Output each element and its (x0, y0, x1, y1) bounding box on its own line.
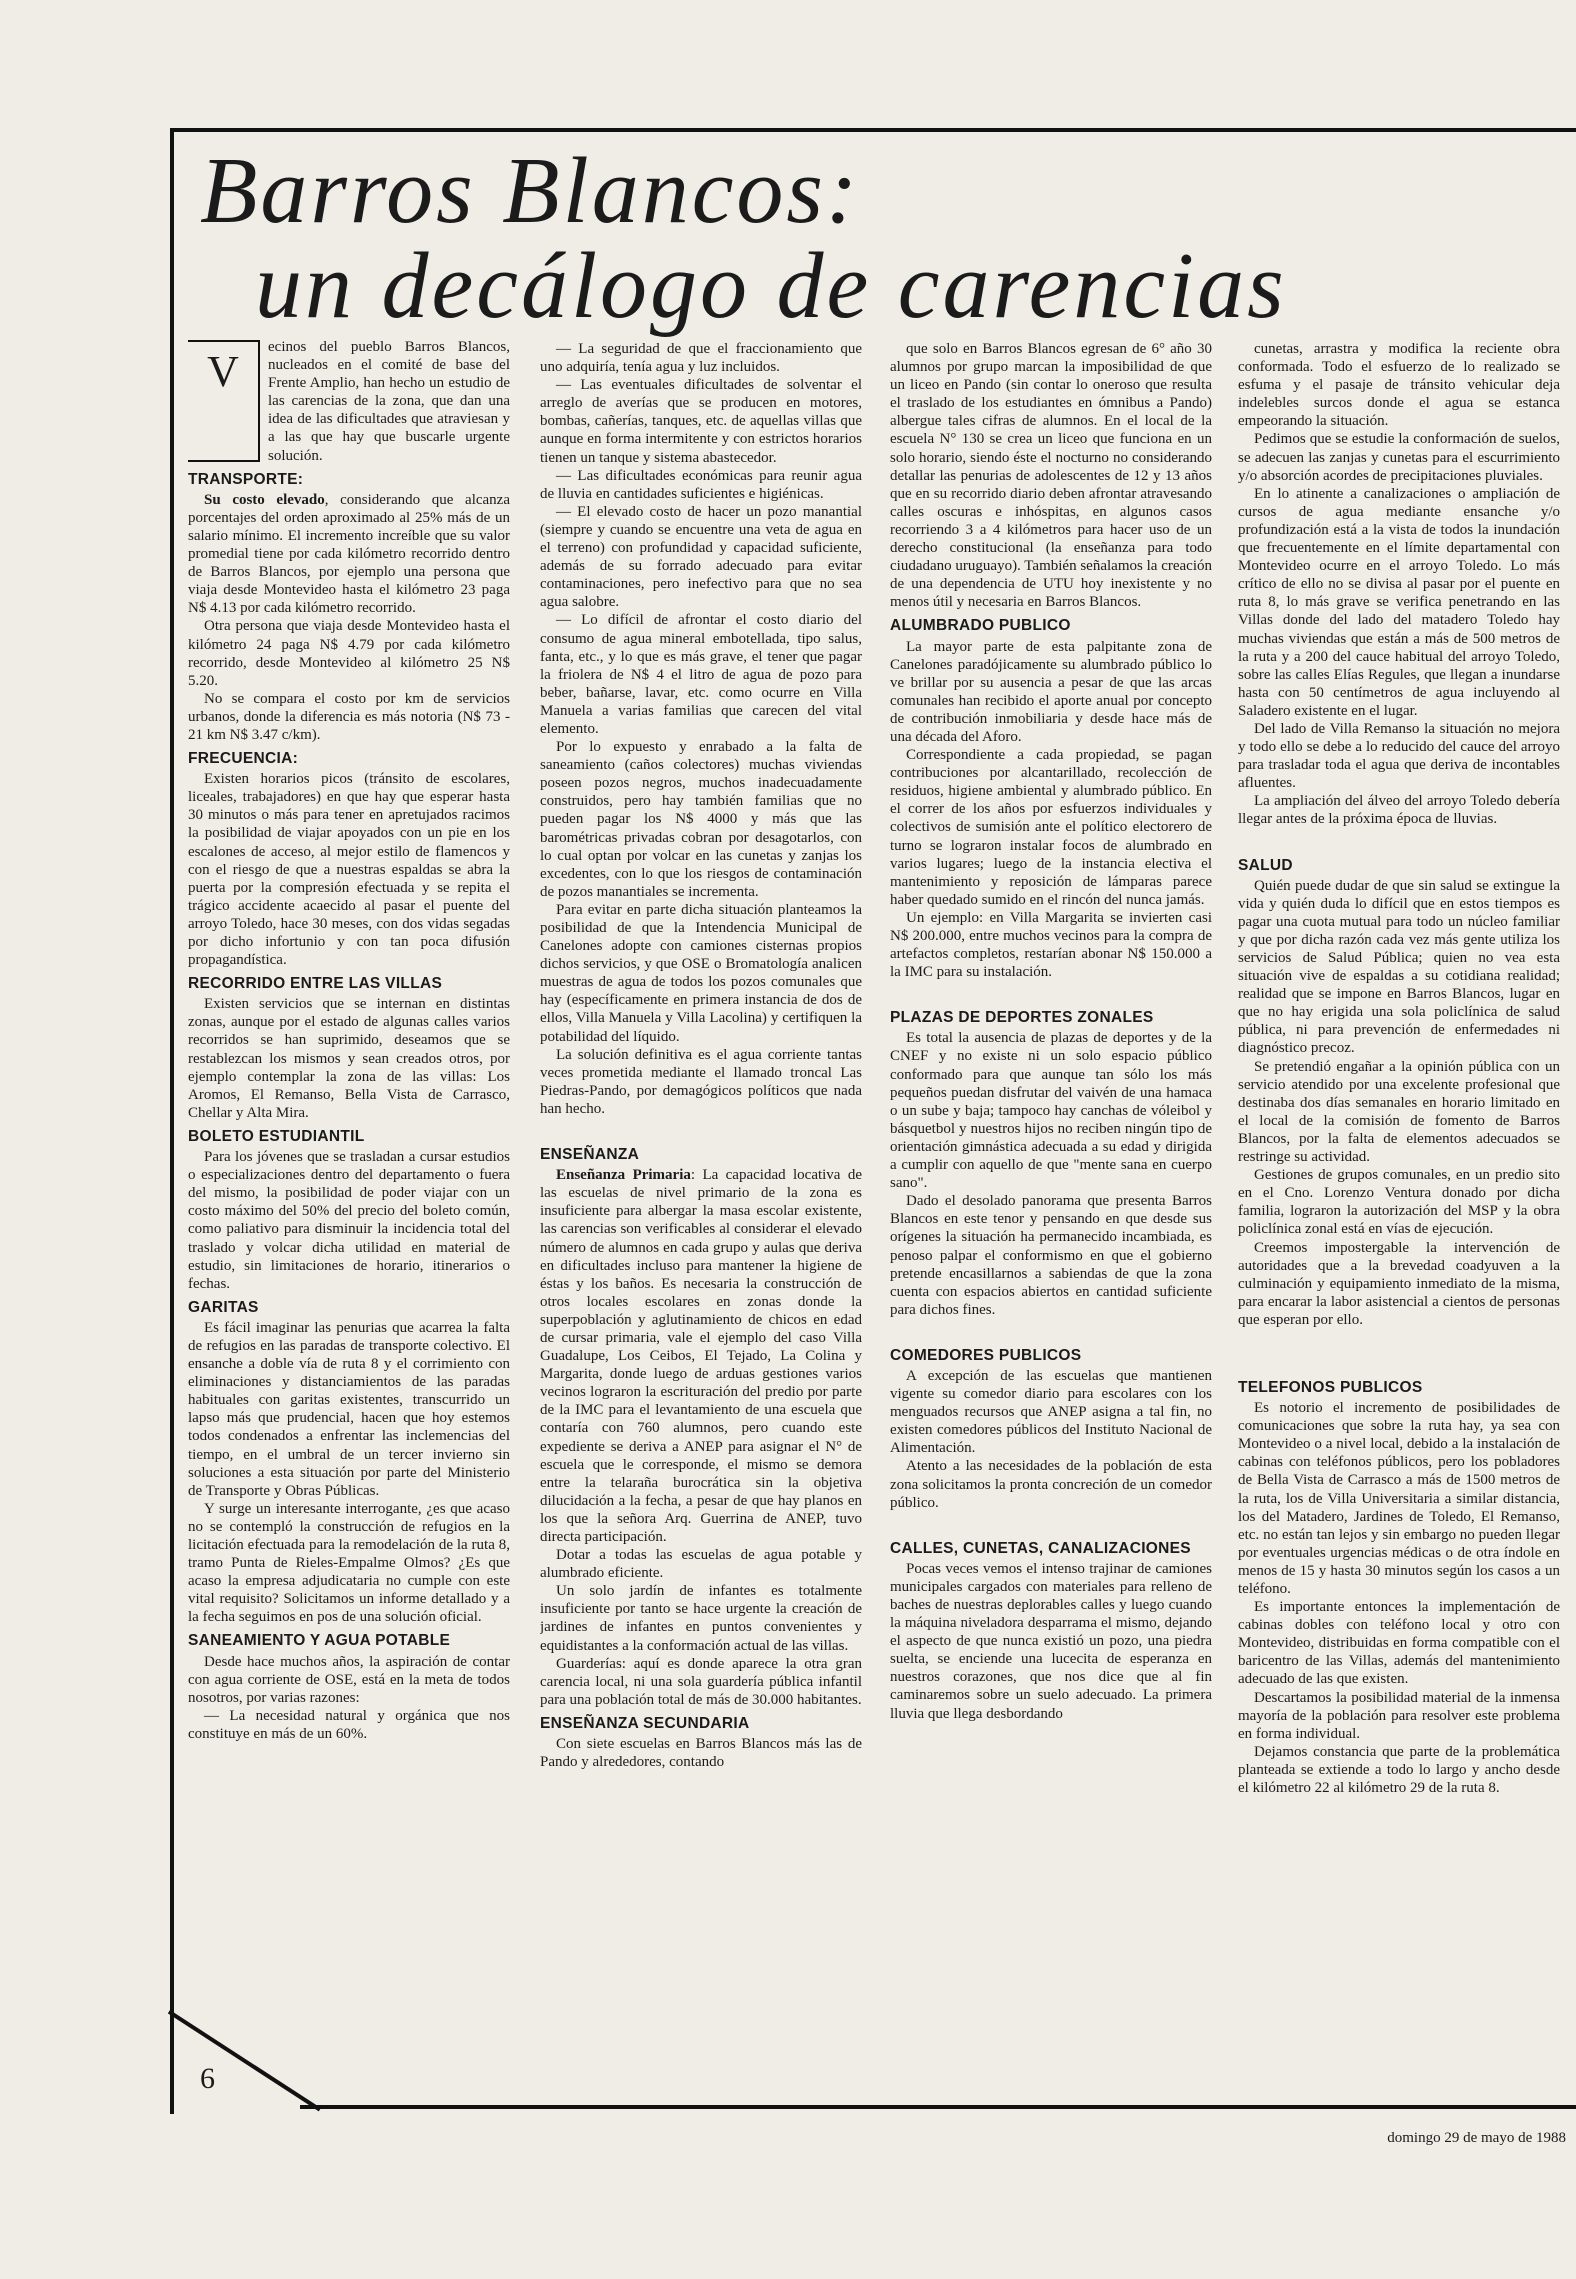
paragraph: cunetas, arrastra y modifica la reciente obra conformada. Todo el esfuerzo de lo realizado se esfuma y el pasaje de tránsito vehicular deja indelebles surcos donde el agua se estanca empeorando la situación. (1238, 341, 1560, 430)
spacer (890, 1512, 1212, 1534)
section-heading: ENSEÑANZA SECUNDARIA (540, 1714, 750, 1732)
paragraph: Gestiones de grupos comunales, en un predio sito en el Cno. Lorenzo Ventura donado por dicha familia, lograron la autorización del MSP y la obra policlínica zonal está en vías de ejecución. (1238, 1167, 1560, 1238)
page-number: 6 (200, 2062, 215, 2095)
paragraph: Dejamos constancia que parte de la problemática planteada se extiende a todo lo largo y ancho desde el kilómetro 22 al kilómetro 29 de la ruta 8. (1238, 1743, 1560, 1797)
spacer (1238, 1351, 1560, 1373)
lead-paragraph (188, 338, 510, 465)
section-heading: ENSEÑANZA (540, 1146, 640, 1164)
paragraph: que solo en Barros Blancos egresan de 6° año 30 alumnos por grupo marcan la imposibilidad de que un liceo en Pando (sin contar lo oneroso que resulta el traslado de los estudiantes en ómnibus a Pando) albergue tales cifras de alumnos. En el local de la escuela N° 130 se crea un liceo que funciona en un solo horario, siendo éste el nocturno no considerando detallar las penurias de adolescentes de 12 y 13 años que en su recorrido diario deben afrontar atravesando calles oscuras e inhóspitas, en algunos casos recorriendo 3 a 4 kilómetros para hacer uso de un derecho constitucional (la enseñanza para todo ciudadano uruguayo). También señalamos la creación de una dependencia de UTU hoy inexistente y no menos útil y necesaria en Barros Blancos. (890, 341, 1212, 611)
spacer (1238, 829, 1560, 851)
spacer (540, 1118, 862, 1140)
paragraph: No se compara el costo por km de servicios urbanos, donde la diferencia es más notoria (N$ 73 - 21 km N$ 3.47 c/km). (188, 690, 510, 743)
paragraph: — Las dificultades económicas para reunir agua de lluvia en cantidades suficientes e higiénicas. (540, 467, 862, 502)
paragraph: Un ejemplo: en Villa Margarita se invierten casi N$ 200.000, entre muchos vecinos para la compra de artefactos completos, restarían abonar N$ 150.000 a la IMC para su instalación. (890, 909, 1212, 981)
paragraph (188, 491, 510, 618)
paragraph: La solución definitiva es el agua corriente tantas veces prometida mediante el llamado troncal Las Piedras-Pando, por demagógicos políticos que nada han hecho. (540, 1046, 862, 1117)
section-heading: GARITAS (188, 1298, 259, 1316)
paragraph: Se pretendió engañar a la opinión pública con un servicio atendido por una excelente profesional que destinaba dos días semanales en horario limitado en el local de la comisión de fomento de Barros Blancos, por la falta de elementos adecuados se restringe su actividad. (1238, 1058, 1560, 1166)
paragraph: Es total la ausencia de plazas de deportes y de la CNEF y no existe ni un solo espacio público conformado para que aunque tan sólo los más pequeños puedan disfrutar del vaivén de una hamaca o un sube y baja; tampoco hay canchas de vóleibol y básquetbol y nuestros hijos no reciben ningún tipo de orientación gimnástica adecuada a su edad y dirigida a cumplir con aquello de que "mente sana en cuerpo sano". (890, 1030, 1212, 1192)
publication-date: domingo 29 de mayo de 1988 (1387, 2130, 1566, 2146)
paragraph: Un solo jardín de infantes es totalmente insuficiente por tanto se hace urgente la creación de jardines de infantes en puntos convenientes y equidistantes a la conformación actual de las villas. (540, 1583, 862, 1654)
paragraph: — Las eventuales dificultades de solventar el arreglo de averías que se producen en motores, bombas, cañerías, tanques, etc. de aquellas villas que aunque en forma intermitente y con estrictos horarios tienen un tanque y sistema abastecedor. (540, 377, 862, 466)
section-heading: RECORRIDO ENTRE LAS VILLAS (188, 975, 443, 993)
paragraph: Atento a las necesidades de la población de esta zona solicitamos la pronta concreción de un comedor público. (890, 1458, 1212, 1511)
paragraph: Dotar a todas las escuelas de agua potable y alumbrado eficiente. (540, 1547, 862, 1582)
section-heading: ALUMBRADO PUBLICO (890, 617, 1071, 635)
lead-text: ecinos del pueblo Barros Blancos, nucleados en el comité de base del Frente Amplio, han hecho un estudio de las carencias de la zona, que dan una idea de las dificultades que atraviesan y a las que hay que buscarle urgente solución. (268, 339, 510, 464)
paragraph: Correspondiente a cada propiedad, se pagan contribuciones por alcantarillado, recolección de residuos, higiene ambiental y alumbrado público. En el correr de los años por esfuerzos individuales y colectivos de sumisión ante el político electorero de turno se lograron instalar focos de alumbrado en varios lugares; luego de la instancia electiva el mantenimiento y reposición de lámparas parece haber quedado sumido en el rincón del nunca jamás. (890, 747, 1212, 908)
section-heading: SALUD (1238, 856, 1293, 874)
drop-cap: V (188, 340, 260, 462)
section-heading: FRECUENCIA: (188, 750, 299, 768)
bold-lead-in: Enseñanza Primaria (556, 1167, 691, 1184)
section-heading: COMEDORES PUBLICOS (890, 1346, 1082, 1364)
section-heading: CALLES, CUNETAS, CANALIZACIONES (890, 1539, 1191, 1557)
paragraph: Otra persona que viaja desde Montevideo hasta el kilómetro 24 paga N$ 4.79 por cada kilómetro recorrido, desde Montevideo al kilómetro 25 N$ 5.20. (188, 618, 510, 689)
paragraph: Existen horarios picos (tránsito de escolares, liceales, trabajadores) en que hay que esperar hasta 30 minutos o más para tener en apretujados racimos la posibilidad de viajar apoyados con un pie en los escalones de acceso, al mejor estilo de flamencos y con el riesgo de que a nuestras espaldas se abra la puerta por la compresión efectuada y se repita el trágico accidente acaecido al pasar el puente del arroyo Toledo, hace 30 meses, con dos vidas segadas por dicho infortunio y con tan poca difusión propagandística. (188, 771, 510, 969)
paragraph (540, 1166, 862, 1546)
section-heading: TELEFONOS PUBLICOS (1238, 1378, 1423, 1396)
paragraph: Guarderías: aquí es donde aparece la otra gran carencia local, ni una sola guardería pública infantil para una población total de más de 30.000 habitantes. (540, 1655, 862, 1708)
spacer (890, 981, 1212, 1003)
paragraph: Es notorio el incremento de posibilidades de comunicaciones que sobre la ruta hay, ya sea con Montevideo o a nivel local, debido a la instalación de cabinas con teléfonos públicos, pero los pobladores de Bella Vista de Carrasco a más de 1500 metros de la ruta, los de Villa Universitaria a similar distancia, los del Matadero, Jardines de Toledo, El Remanso, etc. no están tan lejos y sin embargo no pueden llegar por eventuales urgencias médicas o de otra índole en menos de 15 y hasta 30 minutos según los casos a un teléfono. (1238, 1400, 1560, 1597)
section-heading: TRANSPORTE: (188, 470, 304, 488)
bottom-rule (300, 2105, 1576, 2109)
paragraph: Pocas veces vemos el intenso trajinar de camiones municipales cargados con materiales para relleno de baches de nuestras deplorables calles y luego cuando la máquina niveladora desparrama el mismo, dejando el aspecto de que nunca existió un pozo, una piedra suelta, se enciende una lucecita de esperanza en nuestros corazones, que nos dice que al fin caminaremos sobre un suelo adecuado. La primera lluvia que llega desbordando (890, 1560, 1212, 1722)
section-heading: BOLETO ESTUDIANTIL (188, 1127, 365, 1145)
paragraph: Desde hace muchos años, la aspiración de contar con agua corriente de OSE, está en la meta de todos nosotros, por varias razones: (188, 1653, 510, 1706)
paragraph: Y surge un interesante interrogante, ¿es que acaso no se contempló la construcción de refugios en la licitación efectuada para la remodelación de la ruta 8, tramo Punta de Rieles-Empalme Olmos? ¿Es que acaso la empresa adjudicataria no cumple con este vital requisito? Solicitamos un informe detallado y a la fecha seguimos en pos de una solución oficial. (188, 1500, 510, 1626)
text-column-4 (1238, 340, 1560, 2090)
paragraph: Por lo expuesto y enrabado a la falta de saneamiento (caños colectores) muchas viviendas poseen pozos negros, muchos inadecuadamente construidos, pero hay también familias que no pueden pagar los N$ 4000 y más que las barométricas privadas cobran por desagotarlos, con lo cual optan por volcar en las cunetas y zanjas los excedentes, con lo que los riesgos de contaminación de pozos manantiales se incrementa. (540, 739, 862, 900)
paragraph-text: , considerando que alcanza porcentajes del orden aproximado al 25% más de un salario mínimo. El incremento increíble que su valor promedial tiene por cada kilómetro recorrido dentro de Barros Blancos, por ejemplo una persona que viaja desde Montevideo hasta el kilómetro 23 paga N$ 4.13 por cada kilómetro recorrido. (188, 491, 510, 617)
paragraph: En lo atinente a canalizaciones o ampliación de cursos de agua mediante ensanche y/o profundización está a la vista de todos la inundación que frecuentemente en el límite departamental con Montevideo ocurre en el arroyo Toledo. Lo más crítico de ello no se divisa al pasar por el puente en ruta 8, lo más grave se verifica penetrando en las Villas donde del lado del matadero Toledo hay muchas viviendas que están a más de 500 metros de la ruta y a 200 del cauce habitual del arroyo Toledo, sobre las calles Elías Regules, que llegan a inundarse hasta con 50 centímetros de agua incluyendo al Saladero existente en el lugar. (1238, 485, 1560, 719)
paragraph: Es importante entonces la implementación de cabinas dobles con teléfono local y otro con Montevideo, distribuidas en forma compatible con el baricentro de las Villas, además del mantenimiento adecuado de las que existen. (1238, 1599, 1560, 1688)
paragraph: — La necesidad natural y orgánica que nos constituye en más de un 60%. (188, 1707, 510, 1742)
paragraph: A excepción de las escuelas que mantienen vigente su comedor diario para escolares con los menguados recursos que ANEP asigna a tal fin, no existen comedores públicos del Instituto Nacional de Alimentación. (890, 1367, 1212, 1457)
headline-line-2: un decálogo de carencias (255, 234, 1287, 338)
section-heading: SANEAMIENTO Y AGUA POTABLE (188, 1632, 451, 1650)
spacer (890, 1319, 1212, 1341)
text-column-2 (540, 340, 862, 2090)
headline (180, 140, 1560, 340)
paragraph: Existen servicios que se internan en distintas zonas, aunque por el estado de algunas calles varios recorridos se han suprimido, deseamos que se restablezcan los mismos y sean creados otros, por ejemplo contemplar la zona de las villas: Los Aromos, El Remanso, Bella Vista de Carrasco, Chellar y Alta Mira. (188, 996, 510, 1121)
paragraph: Para los jóvenes que se trasladan a cursar estudios o especializaciones dentro del departamento o fuera del mismo, la posibilidad de poder viajar con un costo máximo del 50% del precio del boleto común, como paliativo para disminuir la incidencia total del traslado y volcar dicha utilidad en material de estudio, sin limitaciones de horario, itinerarios o fechas. (188, 1149, 510, 1292)
paragraph: — El elevado costo de hacer un pozo manantial (siempre y cuando se encuentre una veta de agua en el terreno) con profundidad y capacidad suficiente, además de su forrado adecuado para evitar contaminaciones, pero inefectivo para que no sea agua salobre. (540, 503, 862, 611)
paragraph: Quién puede dudar de que sin salud se extingue la vida y quién duda lo difícil que en estos tiempos es pagar una cuota mutual para todo un núcleo familiar y que por dicha razón cada vez más gente utiliza los servicios de Salud Pública; quien no vea esta situación vive de espaldas a su cotidiana realidad; realidad que se impone en Barros Blancos, lugar en que no hay erigida una sola policlínica de salud pública, ni para prevención de enfermedades ni diagnóstico precoz. (1238, 877, 1560, 1057)
section-heading: PLAZAS DE DEPORTES ZONALES (890, 1009, 1154, 1027)
paragraph: La mayor parte de esta palpitante zona de Canelones paradójicamente su alumbrado público lo ve brillar por su ausencia a pesar de que las arcas comunales han recibido el aporte anual por concepto de contribución inmobiliaria y desde hace más de una década del Aforo. (890, 638, 1212, 745)
paragraph: Es fácil imaginar las penurias que acarrea la falta de refugios en las paradas de transporte colectivo. El ensanche a doble vía de ruta 8 y el corrimiento con eliminaciones y distanciamientos de las paradas habituales con garitas existentes, transcurrido un lapso más que prudencial, hacen que hoy estemos todos condenados a enfrentar las inclemencias del tiempo, en el umbral de un tercer invierno sin soluciones a esta situación por parte del Ministerio de Transporte y Obras Públicas. (188, 1319, 510, 1499)
paragraph: La ampliación del álveo del arroyo Toledo debería llegar antes de la próxima época de lluvias. (1238, 793, 1560, 828)
paragraph: Para evitar en parte dicha situación planteamos la posibilidad de que la Intendencia Municipal de Canelones adopte con camiones cisternas propios dichos servicios, y que OSE o Bromatología analicen muestras de agua de todos los pozos comunales que hay (específicamente en primera instancia de dos de ellos, Villa Manuela y Villa Lacolina) y certifiquen la potabilidad del líquido. (540, 901, 862, 1045)
paragraph: — Lo difícil de afrontar el costo diario del consumo de agua mineral embotellada, tipo salus, fanta, etc., y lo que es más grave, el tener que pagar la friolera de N$ 4 el litro de agua de pozo para beber, bañarse, lavar, etc. como ocurre en Villa Manuela a varias familias que carecen del vital elemento. (540, 612, 862, 737)
spacer (1238, 1329, 1560, 1351)
paragraph: Pedimos que se estudie la conformación de suelos, se adecuen las zanjas y cunetas para el escurrimiento y/o absorción acordes de precipitaciones pluviales. (1238, 431, 1560, 484)
paragraph: Con siete escuelas en Barros Blancos más las de Pando y alrededores, contando (540, 1736, 862, 1771)
paragraph-text: : La capacidad locativa de las escuelas de nivel primario de la zona es insuficiente para albergar la masa escolar existente, las carencias son verificables al considerar el elevado número de alumnos en cada grupo y aulas que deriva en dificultades incluso para mantener la higiene de éstas y los baños. Es necesaria la construcción de otros locales escolares en zonas donde la superpoblación y aglutinamiento de chicos en edad de cursar primaria, vale el ejemplo del caso Villa Guadalupe, Los Ceibos, El Tejado, La Colina y Margarita, donde luego de arduas gestiones varios vecinos lograron la escrituración del predio por parte de la IMC para el levantamiento de una escuela que contaría con 760 alumnos, pero cuando este expediente se deriva a ANEP para asignar el N° de escuela que le corresponde, el mismo se demora entre la telaraña burocrática sin la objetiva dilucidación a la fecha, a pesar de que hay planos en los que la señora Arq. Guerrina de ANEP, tuvo directa participación. (540, 1167, 862, 1545)
paragraph: — La seguridad de que el fraccionamiento que uno adquiría, tenía agua y luz incluidos. (540, 341, 862, 376)
paragraph: Creemos impostergable la intervención de autoridades que a la brevedad coadyuven a la culminación y equipamiento inmediato de la misma, para encarar la labor asistencial a cientos de personas que esperan por ello. (1238, 1239, 1560, 1328)
paragraph: Dado el desolado panorama que presenta Barros Blancos en este tenor y pensando en que desde sus orígenes la situación ha permanecido incambiada, es penoso palpar el conformismo en que el gobierno pretende encasillarnos a sabiendas de que la zona cuenta con espacios abiertos en cantidad suficiente para dichos fines. (890, 1193, 1212, 1318)
text-column-1 (188, 338, 510, 2088)
paragraph: Descartamos la posibilidad material de la inmensa mayoría de la población para resolver este problema en forma individual. (1238, 1689, 1560, 1742)
headline-line-1: Barros Blancos: (200, 139, 861, 243)
paragraph: Del lado de Villa Remanso la situación no mejora y todo ello se debe a lo reducido del cauce del arroyo para trasladar toda el agua que deriva de incontables afluentes. (1238, 720, 1560, 792)
text-column-3 (890, 340, 1212, 2090)
bold-lead-in: Su costo elevado (204, 491, 325, 508)
